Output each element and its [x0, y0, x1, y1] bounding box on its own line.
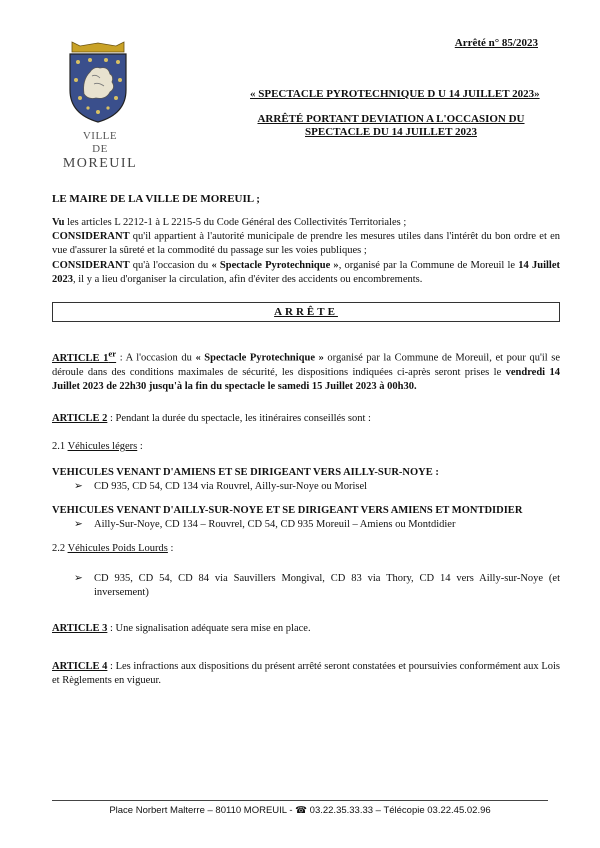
- footer-divider: [52, 800, 548, 801]
- arrete-heading: ARRÊTE: [274, 306, 338, 318]
- section-2-2: 2.2 Véhicules Poids Lourds :: [52, 543, 174, 554]
- route-heading: VEHICULES VENANT D'AMIENS ET SE DIRIGEANT VERS AILLY-SUR-NOYE :: [52, 467, 439, 478]
- event-name: « Spectacle Pyrotechnique »: [211, 259, 339, 271]
- preamble-considerant-1: [52, 230, 560, 258]
- footer-contact: [52, 805, 548, 818]
- event-name: « Spectacle Pyrotechnique »: [195, 352, 324, 364]
- town-name: [60, 130, 140, 173]
- article-text: : A l'occasion du: [116, 352, 196, 364]
- article-label: ARTICLE 4: [52, 661, 108, 672]
- article-text: : Les infractions aux dispositions du présent arrêté seront constatées et poursuivies conformément aux Lois et Règlements en vigueur.: [52, 661, 560, 687]
- decree-number: Arrêté n° 85/2023: [454, 37, 538, 49]
- route-heavy-vehicles: [52, 572, 560, 600]
- considerant-text: qu'il appartient à l'autorité municipale de prendre les mesures utiles dans l'intérêt du bon ordre et en vue d'assurer la sûreté et la commodité du passage sur les voies publiques ;: [52, 231, 560, 257]
- article-2: [52, 412, 560, 426]
- section-label: Véhicules Poids Lourds: [67, 543, 168, 554]
- telephone-icon: ☎: [295, 805, 308, 816]
- arrete-heading-box: [52, 302, 560, 322]
- article-1: [52, 348, 560, 394]
- decree-title: ARRÊTÉ PORTANT DEVIATION A L'OCCASION DU SPECTACLE DU 14 JUILLET 2023: [257, 113, 525, 138]
- town-line-moreuil: MOREUIL: [62, 156, 138, 172]
- considerant-label: CONSIDERANT: [52, 259, 130, 271]
- route-ailly-amiens: [52, 504, 560, 532]
- vu-label: Vu: [52, 217, 65, 228]
- route-amiens-ailly: [52, 466, 560, 494]
- vu-text: les articles L 2212-1 à L 2215-5 du Code Général des Collectivités Territoriales ;: [64, 217, 407, 228]
- article-sup: er: [108, 348, 117, 358]
- considerant-text: , il y a lieu d'organiser la circulation, afin d'éviter des accidents ou encombrements.: [73, 273, 423, 285]
- preamble: [52, 216, 560, 287]
- preamble-considerant-2: [52, 259, 560, 287]
- considerant-label: CONSIDERANT: [52, 231, 130, 243]
- town-crest-icon: [66, 40, 130, 124]
- footer-address: Place Norbert Malterre – 80110 MOREUIL -: [109, 805, 296, 816]
- article-3: [52, 622, 560, 636]
- event-title: « SPECTACLE PYROTECHNIQUE D U 14 JUILLET 2023»: [250, 88, 540, 100]
- article-label: ARTICLE 1er: [52, 348, 117, 364]
- town-line-de: DE: [92, 143, 108, 156]
- town-line-ville: VILLE: [82, 130, 118, 142]
- event-date: 14 Juillet 2023: [52, 259, 560, 285]
- mayor-heading: LE MAIRE DE LA VILLE DE MOREUIL ;: [52, 193, 260, 205]
- arrow-bullet-icon: ➢: [74, 573, 83, 584]
- preamble-vu: [52, 216, 560, 230]
- section-2-1: 2.1 Véhicules légers :: [52, 441, 143, 452]
- arrow-bullet-icon: ➢: [74, 481, 83, 493]
- arrow-bullet-icon: ➢: [74, 519, 83, 531]
- considerant-text: qu'à l'occasion du: [129, 259, 212, 271]
- article-label: ARTICLE 2: [52, 413, 108, 424]
- article-text: : Une signalisation adéquate sera mise en place.: [107, 623, 311, 634]
- footer-phone-fax: 03.22.35.33.33 – Télécopie 03.22.45.02.96: [307, 805, 491, 816]
- article-text: : Pendant la durée du spectacle, les itinéraires conseillés sont :: [107, 413, 371, 424]
- considerant-text: , organisé par la Commune de Moreuil le: [338, 259, 519, 271]
- article-text: organisé par la Commune de Moreuil, et pour qu'il se déroule dans des conditions maximales de sécurité, les dispositions indiquées ci-après seront prises le: [52, 352, 561, 378]
- article-4: [52, 660, 560, 688]
- event-schedule: vendredi 14 Juillet 2023 de 22h30 jusqu'à la fin du spectacle le samedi 15 Juillet 2023 à 00h30.: [52, 366, 560, 392]
- route-item: ➢ Ailly-Sur-Noye, CD 134 – Rouvrel, CD 54, CD 935 Moreuil – Amiens ou Montdidier: [52, 518, 560, 532]
- route-item: ➢ CD 935, CD 54, CD 134 via Rouvrel, Ailly-sur-Noye ou Morisel: [52, 480, 560, 494]
- route-item: ➢ CD 935, CD 54, CD 84 via Sauvillers Mongival, CD 83 via Thory, CD 14 vers Ailly-sur-Noye (et inversement): [74, 573, 560, 599]
- article-label: ARTICLE 3: [52, 623, 108, 634]
- section-label: Véhicules légers: [67, 441, 138, 452]
- route-heading: VEHICULES VENANT D'AILLY-SUR-NOYE ET SE DIRIGEANT VERS AMIENS ET MONTDIDIER: [52, 505, 523, 516]
